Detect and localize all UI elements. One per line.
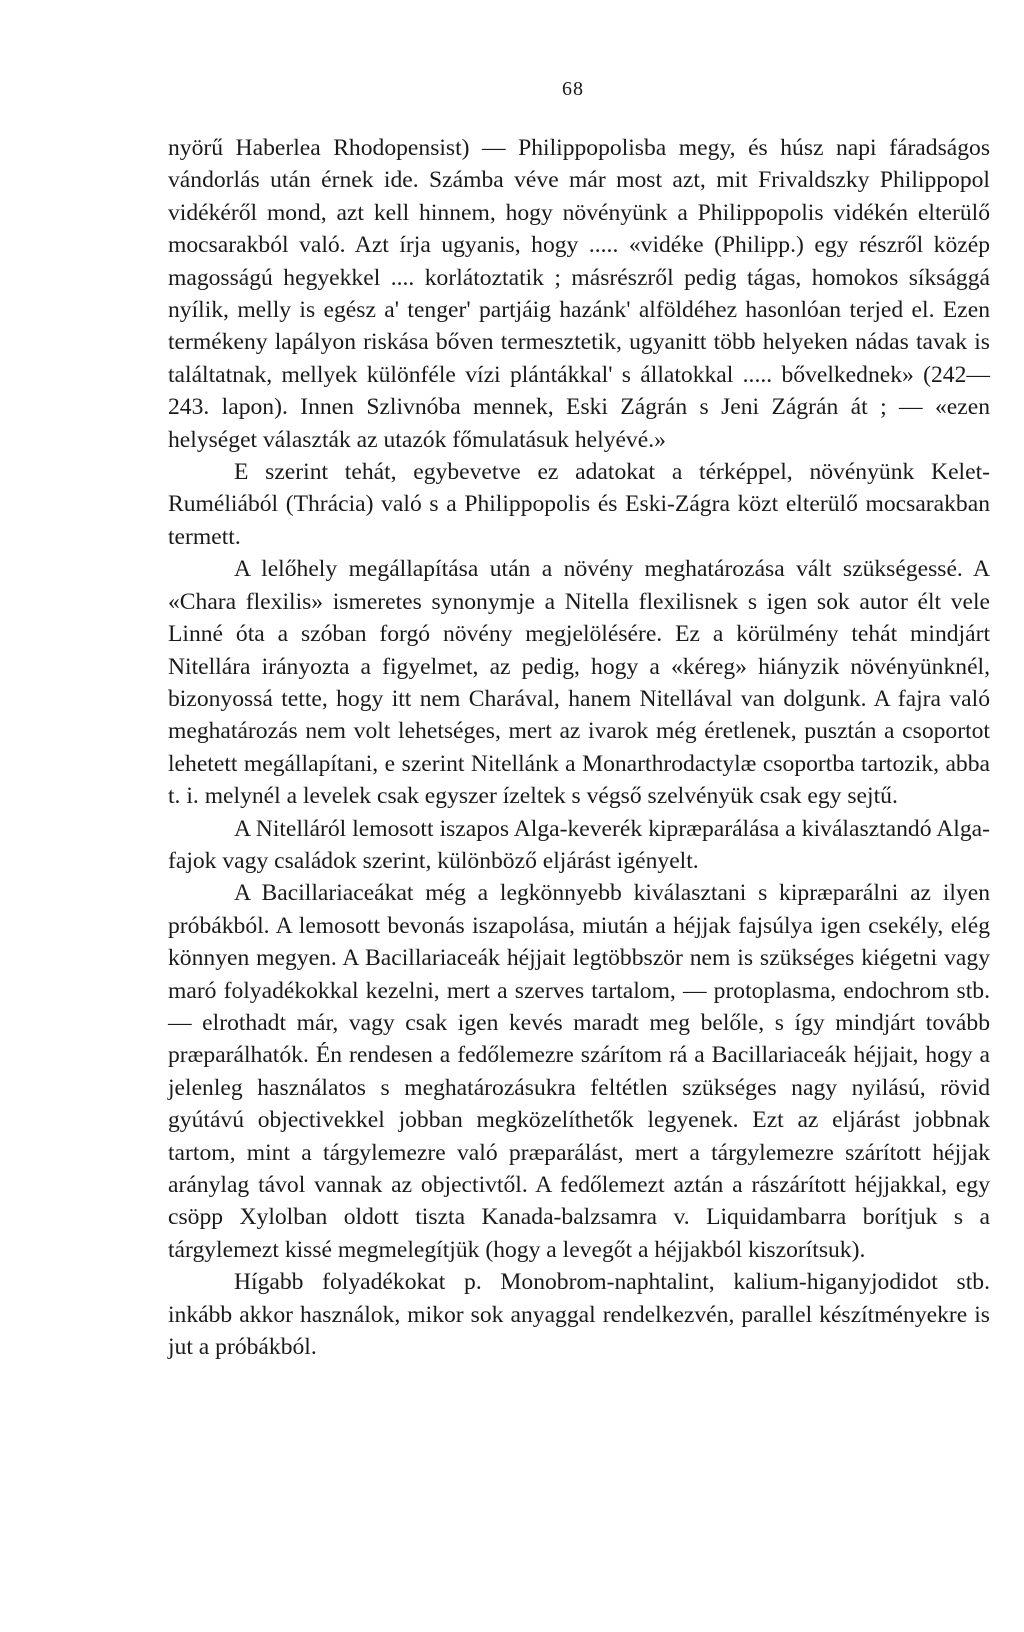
paragraph: A lelőhely megállapítása után a növény meghatározása vált szükségessé. A «Chara flexilis» ismeretes synonymje a Nitella flexilisnek s igen sok autor élt vele Linné óta a szóban forgó növény megjelölésére. Ez a körülmény tehát mindjárt Nitellára irányozta a figyelmet, az pedig, hogy a «kéreg» hiányzik növényünknél, bizonyossá tette, hogy itt nem Charával, hanem Nitellával van dolgunk. A fajra való meghatározás nem volt lehetséges, mert az ivarok még éretlenek, pusztán a csoportot lehetett megállapítani, e szerint Nitellánk a Monarthrodactylæ csoportba tartozik, abba t. i. melynél a levelek csak egyszer ízeltek s végső szelvényük csak egy sejtű. [168, 556, 990, 810]
body-text [168, 132, 990, 1363]
paragraph: nyörű Haberlea Rhodopensist) — Philippopolisba megy, és húsz napi fáradságos vándorlás után érnek ide. Számba véve már most azt, mit Frivaldszky Philippopol vidékéről mond, azt kell hinnem, hogy növényünk a Philippopolis vidékén elterülő mocsarakból való. Azt írja ugyanis, hogy ..... «vidéke (Philipp.) egy részről közép magosságú hegyekkel .... korlátoztatik ; másrészről pedig tágas, homokos síksággá nyílik, melly is egész a' tenger' partjáig hazánk' alföldéhez hasonlóan terjed el. Ezen termékeny lapályon riskása bőven termesztetik, ugyanitt több helyeken nádas tavak is találtatnak, mellyek különféle vízi plántákkal' s állatokkal ..... bővelkednek» (242—243. lapon). Innen Szlivnóba mennek, Eski Zágrán s Jeni Zágrán át ; — «ezen helységet választák az utazók főmulatásuk helyévé.» [168, 135, 990, 453]
paragraph: A Nitelláról lemosott iszapos Alga-keverék kipræparálása a kiválasztandó Alga-fajok vagy családok szerint, különböző eljárást igényelt. [168, 815, 990, 874]
page-number: 68 [562, 78, 584, 100]
paragraph: Hígabb folyadékokat p. Monobrom-naphtalint, kalium-higanyjodidot stb. inkább akkor használok, mikor sok anyaggal rendelkezvén, parallel készítményekre is jut a próbákból. [168, 1269, 990, 1361]
paragraph: A Bacillariaceákat még a legkönnyebb kiválasztani s kipræparálni az ilyen próbákból. A lemosott bevonás iszapolása, miután a héjjak fajsúlya igen csekély, elég könnyen megyen. A Bacillariaceák héjjait legtöbbször nem is szükséges kiégetni vagy maró folyadékokkal kezelni, mert a szerves tartalom, — protoplasma, endochrom stb. — elrothadt már, vagy csak igen kevés maradt meg belőle, s így mindjárt tovább præparálhatók. Én rendesen a fedőlemezre szárítom rá a Bacillariaceák héjjait, hogy a jelenleg használatos s meghatározásukra feltétlen szükséges nagy nyilású, rövid gyútávú objectivekkel jobban megközelíthetők legyenek. Ezt az eljárást jobbnak tartom, mint a tárgylemezre való præparálást, mert a tárgylemezre szárított héjjak aránylag távol vannak az objectivtől. A fedőlemezt aztán a rászárított héjjakkal, egy csöpp Xylolban oldott tiszta Kanada-balzsamra v. Liquidambarra borítjuk s a tárgylemezt kissé megmelegítjük (hogy a levegőt a héjjakból kiszorítsuk). [168, 880, 990, 1263]
paragraph: E szerint tehát, egybevetve ez adatokat a térképpel, növényünk Kelet-Ruméliából (Thrácia) való s a Philippopolis és Eski-Zágra közt elterülő mocsarakban termett. [168, 459, 990, 550]
